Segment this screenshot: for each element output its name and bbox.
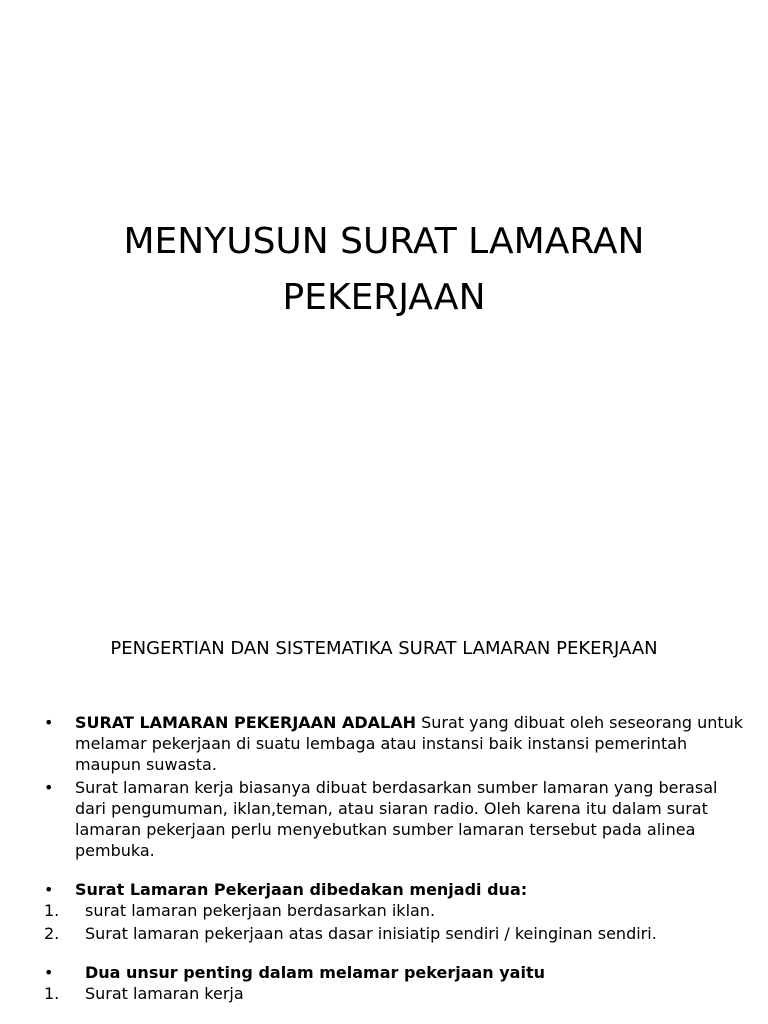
title-line-1: MENYUSUN SURAT LAMARAN bbox=[123, 221, 645, 263]
definition-text: Surat yang dibuat oleh seseorang untuk melamar pekerjaan di suatu lembaga atau instansi baik instansi pemerintah maupun suwasta. bbox=[75, 713, 744, 774]
item-number: 1. bbox=[44, 901, 60, 920]
bullet-item bbox=[44, 777, 744, 861]
bullet-text: Surat lamaran kerja biasanya dibuat berdasarkan sumber lamaran yang berasal dari pengumuman, iklan,teman, atau siaran radio. Oleh karena itu dalam surat lamaran pekerjaan perlu menyebutkan sumber lamaran tersebut pada alinea pembuka. bbox=[75, 778, 718, 860]
bullet-marker: • bbox=[44, 713, 54, 732]
section-heading-text: Surat Lamaran Pekerjaan dibedakan menjadi dua: bbox=[75, 880, 528, 899]
section-heading-elements bbox=[44, 962, 744, 983]
bullet-marker: • bbox=[44, 778, 54, 797]
bullet-marker: • bbox=[44, 880, 54, 899]
definition-term: SURAT LAMARAN PEKERJAAN ADALAH bbox=[75, 713, 417, 732]
item-number: 1. bbox=[44, 984, 60, 1003]
page-title bbox=[0, 214, 768, 326]
section-subtitle: PENGERTIAN DAN SISTEMATIKA SURAT LAMARAN PEKERJAAN bbox=[110, 638, 658, 659]
bullet-item bbox=[44, 712, 744, 775]
item-text: Surat lamaran kerja bbox=[85, 984, 244, 1003]
title-line-2: PEKERJAAN bbox=[282, 277, 486, 319]
numbered-item bbox=[44, 983, 744, 1004]
item-text: surat lamaran pekerjaan berdasarkan iklan. bbox=[85, 901, 436, 920]
section-heading-text: Dua unsur penting dalam melamar pekerjaan yaitu bbox=[85, 963, 545, 982]
body-content bbox=[44, 712, 744, 1004]
item-text: Surat lamaran pekerjaan atas dasar inisiatip sendiri / keinginan sendiri. bbox=[85, 924, 657, 943]
numbered-item bbox=[44, 900, 744, 921]
bullet-marker: • bbox=[44, 963, 54, 982]
section-heading-types bbox=[44, 879, 744, 900]
item-number: 2. bbox=[44, 924, 60, 943]
numbered-item bbox=[44, 923, 744, 944]
